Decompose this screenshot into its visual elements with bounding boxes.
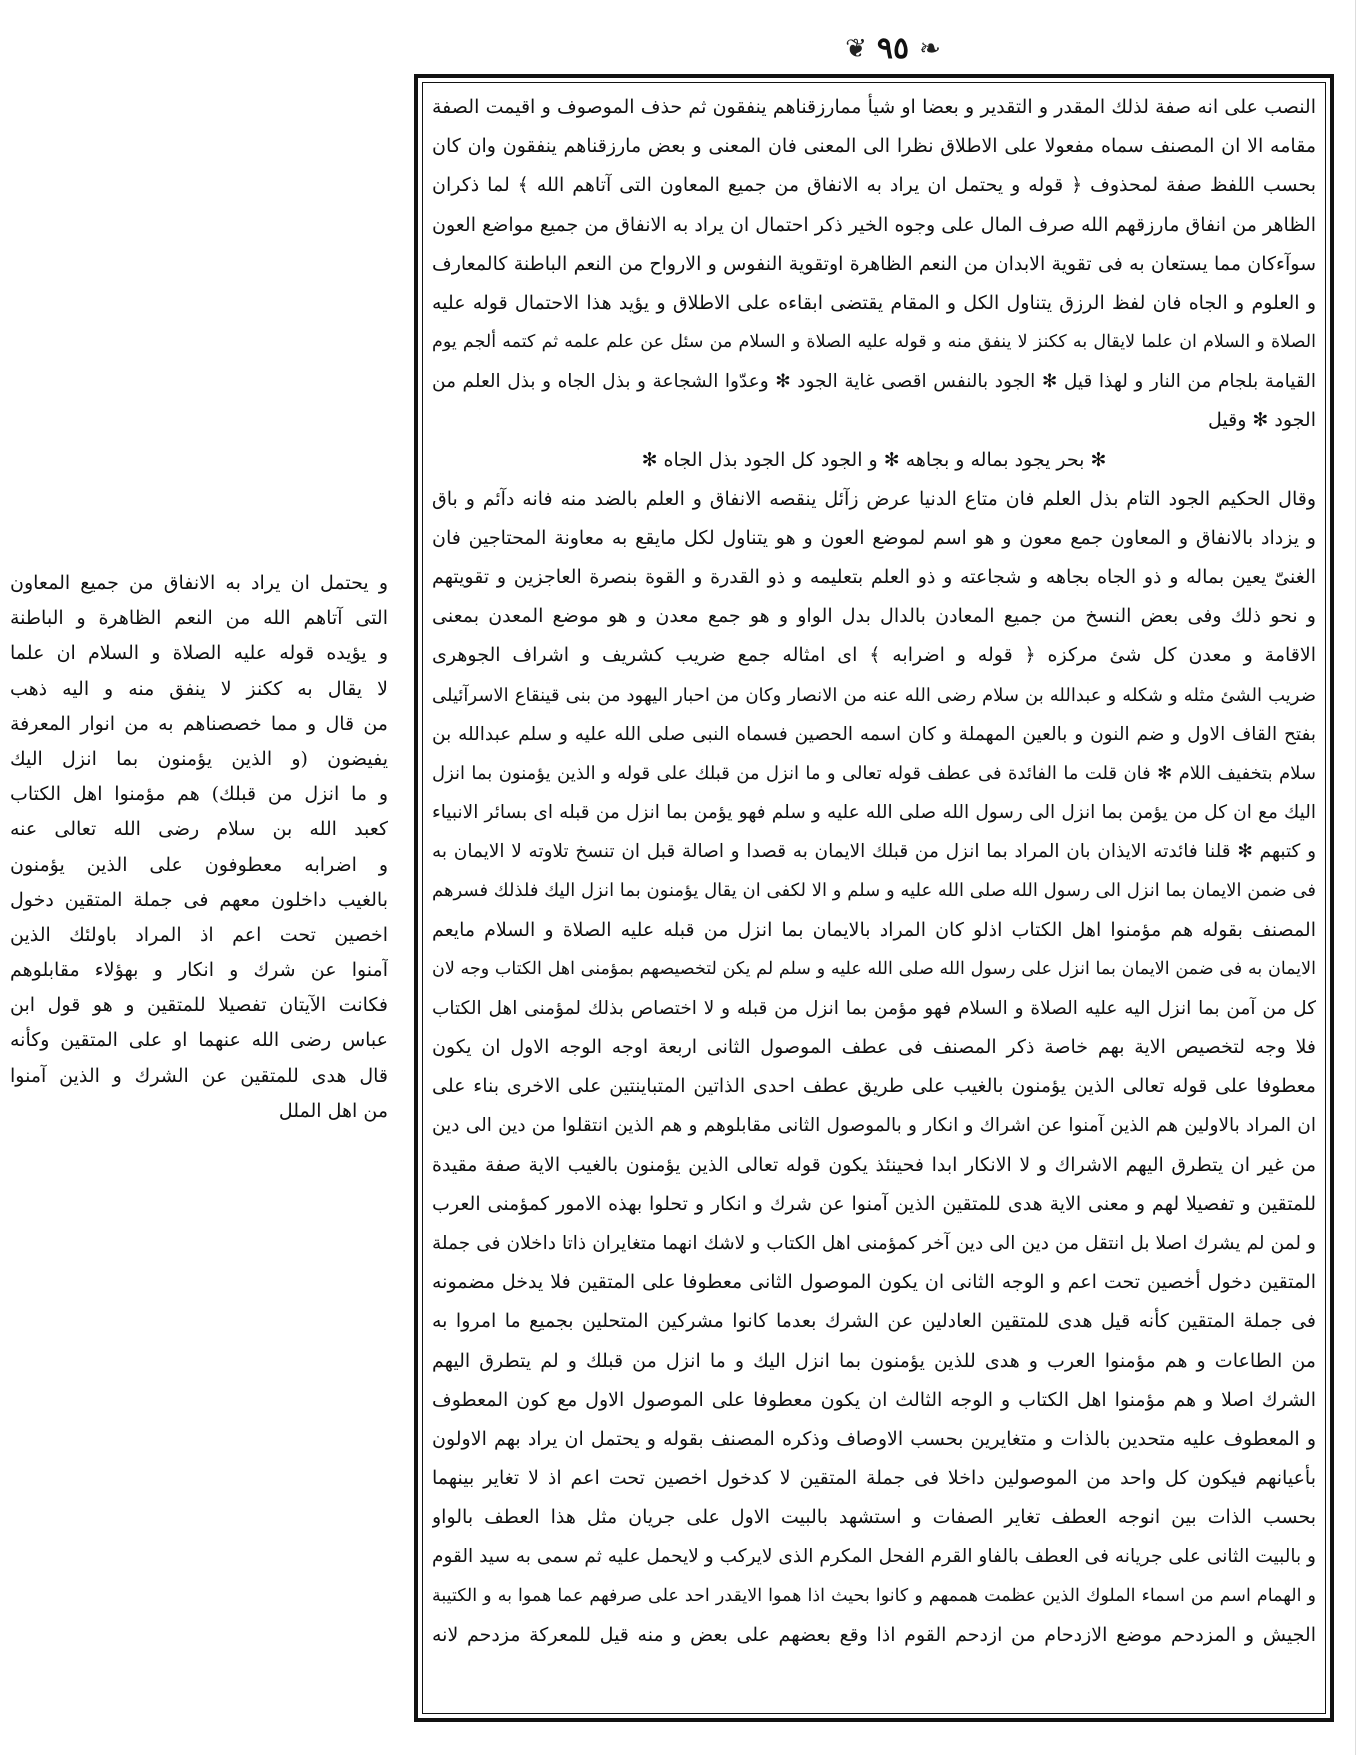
margin-text-line: و يحتمل ان يراد به الانفاق من جميع المعاون — [10, 572, 388, 594]
margin-text-line: بالغيب داخلون معهم فى جملة المتقين دخول — [10, 888, 388, 911]
main-text-line: النصب على انه صفة لذلك المقدر و التقدير و بعضا او شيأ ممارزقناهم ينفقون ثم حذف الموصوف و اقيمت الصفة — [432, 96, 1316, 118]
main-text-line: بحسب الذات بين انوجه العطف تغاير الصفات و استشهد بالبيت الاول على جريان مثل هذا العطف بالواو — [432, 1506, 1316, 1529]
main-text-line: و يزداد بالانفاق و المعاون جمع معون و هو اسم لموضع العون و هو يتناول لكل مايقع به معاونة المحتاجين فان — [432, 526, 1316, 549]
margin-text-line: من اهل الملل — [278, 1099, 388, 1122]
main-text-line: كل من آمن بما انزل اليه عليه الصلاة و السلام فهو مؤمن بما انزل من قبله و لا اختصاص بذلك لمؤمنى اهل الكتاب — [432, 997, 1316, 1019]
main-text-line: ضريب الشئ مثله و شكله و عبدالله بن سلام رضى الله عنه من الانصار وكان من احبار اليهود من بنى قينقاع الاسرآئيلى — [432, 684, 1316, 706]
main-text-line: و بالبيت الثانى على جريانه فى العطف بالفاو القرم الفحل المكرم الذى لايركب و لايحمل عليه ثم سمى به سيد القوم — [432, 1546, 1316, 1568]
main-text-line: الاقامة و معدن كل شئ مركزه ﴿ قوله و اضرابه ﴾ اى امثاله جمع ضريب كشريف و اشراف الجوهرى — [432, 644, 1316, 667]
margin-text-line: يفيضون (و الذين يؤمنون بما انزل اليك — [10, 747, 388, 770]
margin-text-line: و اضرابه معطوفون على الذين يؤمنون — [10, 853, 388, 876]
main-text-line: المصنف بقوله هم مؤمنوا اهل الكتاب اذلو كان المراد بالايمان بما انزل من قبله عليه الصلاة و السلام مايعم — [432, 918, 1316, 941]
main-text-line: مقامه الا ان المصنف سماه مفعولا على الاطلاق نظرا الى المعنى فان المعنى و بعض مارزقناهم ينفقون وان كان — [432, 135, 1316, 158]
main-text-line: فى جملة المتقين كأنه قيل هدى للمتقين العادلين عن الشرك بعدما كانوا مشركين المتحلين بجميع ما امروا به — [432, 1310, 1316, 1333]
main-text-line: القيامة بلجام من النار و لهذا قيل ✻ الجود بالنفس اقصى غاية الجود ✻ وعدّوا الشجاعة و بذل الجاه و بذل العلم من — [432, 371, 1316, 393]
main-text-line: الصلاة و السلام ان علما لايقال به ككنز لا ينفق منه و قوله عليه الصلاة و السلام من سئل عن علم علمه ثم كتمه ألجم يوم — [432, 332, 1316, 353]
main-text-line: بحسب اللفظ صفة لمحذوف ﴿ قوله و يحتمل ان يراد به الانفاق من جميع المعاون التى آتاهم الله ﴾ لما ذكران — [432, 174, 1316, 197]
main-text-line: و الهمام اسم من اسماء الملوك الذين عظمت هممهم و كانوا بحيث اذا هموا الايقدر احد على صرفهم عما هموا به و الكتيبة — [432, 1585, 1316, 1606]
main-text-line: الايمان به فى ضمن الايمان بما انزل على رسول الله صلى الله عليه و سلم لم يكن لتخصيصهم بمؤمنى اهل الكتاب وجه لان — [432, 958, 1316, 979]
marginal-tafsir-text — [10, 566, 388, 1129]
main-text-line: من غير ان يتطرق اليهم الاشراك و لا الانكار ابدا فحينئذ يكون قوله تعالى الذين يؤمنون بالغيب الاية صفة مقيدة — [432, 1153, 1316, 1176]
ornament-left-icon: ❦ — [845, 34, 867, 64]
main-text-line: الظاهر من انفاق مارزقهم الله صرف المال على وجوه الخير ذكر احتمال ان يراد به الانفاق من جميع مواضع العون — [432, 213, 1316, 236]
margin-text-line: لا يقال به ككنز لا ينفق منه و اليه ذهب — [10, 677, 388, 700]
margin-text-line: آمنوا عن شرك و انكار و بهؤلاء مقابلوهم — [10, 959, 388, 982]
main-text-line: سوآءكان مما يستعان به فى تقوية الابدان من النعم الظاهرة اوتقوية النفوس و الارواح من النعم الباطنة كالمعارف — [432, 252, 1316, 275]
main-text-line: اليك مع ان كل من يؤمن بما انزل الى رسول الله صلى الله عليه و سلم فهو يؤمن بما انزل من قبله اى بسائر الانبياء — [432, 802, 1316, 824]
margin-text-line: و يؤيده قوله عليه الصلاة و السلام ان علما — [10, 642, 388, 665]
margin-text-line: كعبد الله بن سلام رضى الله تعالى عنه — [10, 818, 388, 841]
page-number-value: ٩٥ — [876, 31, 910, 66]
main-text-line: و لمن لم يشرك اصلا بل انتقل من دين الى دين آخر كمؤمنى اهل الكتاب و لاشك انهما متغايران ذاتا داخلان فى جملة — [432, 1232, 1316, 1254]
main-text-line: بأعيانهم فيكون كل واحد من الموصولين داخلا فى جملة المتقين لا كدخول اخصين تحت اعم اذ لا تغاير بينهما — [432, 1467, 1316, 1490]
margin-text-line: قال هدى للمتقين عن الشرك و الذين آمنوا — [10, 1064, 388, 1087]
main-commentary-text — [432, 88, 1316, 1655]
main-text-line: و نحو ذلك وفى بعض النسخ من جميع المعادن بالدال بدل الواو و هو جمع معدن و هو موضع المعدن بمعنى — [432, 605, 1316, 628]
main-text-line: الغنىّ يعين بماله و ذو الجاه بجاهه و شجاعته و ذو العلم بتعليمه و ذو القدرة و القوة بنصرة العاجزين و تقويتهم — [432, 566, 1316, 589]
main-text-line: سلام بتخفيف اللام ✻ فان قلت ما الفائدة فى عطف قوله تعالى و ما انزل من قبلك على قوله و الذين يؤمنون بما انزل — [432, 762, 1316, 784]
main-text-frame — [414, 74, 1334, 1722]
margin-text-line: فكانت الآيتان تفصيلا للمتقين و هو قول ابن — [10, 994, 388, 1017]
main-text-line: فى ضمن الايمان بما انزل الى رسول الله صلى الله عليه و سلم و الا لكفى ان يقال يؤمنون بما انزل اليك فلذلك فسرهم — [432, 880, 1316, 902]
main-text-line: و المعطوف عليه متحدين بالذات و متغايرين بحسب الاوصاف وذكره المصنف بقوله و يحتمل ان يراد بهم الاولون — [432, 1427, 1316, 1450]
ornament-right-icon: ❧ — [919, 34, 941, 64]
margin-text-line: عباس رضى الله عنهما او على المتقين وكأنه — [10, 1029, 388, 1052]
page-edge-line — [1355, 0, 1356, 1755]
margin-text-line: و ما انزل من قبلك) هم مؤمنوا اهل الكتاب — [10, 783, 388, 806]
main-text-line: المتقين دخول أخصين تحت اعم و الوجه الثانى ان يكون الموصول الثانى معطوفا على المتقين فلا يدخل مضمونه — [432, 1271, 1316, 1294]
main-text-line: ان المراد بالاولين هم الذين آمنوا عن اشراك و انكار و بالموصول الثانى مقابلوهم و هم الذين انتقلوا من دين الى دين — [432, 1115, 1316, 1137]
margin-text-line: من قال و مما خصصناهم به من انوار المعرفة — [10, 712, 388, 735]
main-text-line: معطوفا على قوله تعالى الذين يؤمنون بالغيب على طريق عطف احدى الذاتين المتباينتين على الاخرى بناء على — [432, 1075, 1316, 1098]
main-text-line: الجيش و المزدحم موضع الازدحام من ازدحم القوم اذا وقع بعضهم على بعض و منه قيل للمعركة مزدحم لانه — [432, 1623, 1316, 1646]
main-text-line: فلا وجه لتخصيص الاية بهم خاصة ذكر المصنف فى عطف الموصول الثانى اربعة اوجه الوجه الاول ان يكون — [432, 1036, 1316, 1059]
main-text-line: بفتح القاف الاول و ضم النون و بالعين المهملة و كان اسمه الحصين فسماه النبى صلى الله عليه و سلم عبدالله بن — [432, 723, 1316, 745]
main-text-line: ✻ بحر يجود بماله و بجاهه ✻ و الجود كل الجود بذل الجاه ✻ — [641, 448, 1107, 471]
margin-text-line: التى آتاهم الله من النعم الظاهرة و الباطنة — [10, 607, 388, 630]
main-text-line: و العلوم و الجاه فان لفظ الرزق يتناول الكل و المقام يقتضى ابقاءه على الاطلاق و يؤيد هذا الاحتمال قوله عليه — [432, 291, 1316, 314]
main-text-line: وقال الحكيم الجود التام بذل العلم فان متاع الدنيا عرض زآئل ينقصه الانفاق و العلم بالضد منه فانه دآئم و باق — [432, 487, 1316, 510]
main-text-line: الجود ✻ وقيل — [1208, 409, 1316, 432]
page-number — [818, 26, 968, 72]
main-text-line: الشرك اصلا و هم مؤمنوا اهل الكتاب و الوجه الثالث ان يكون معطوفا على الموصول الاول مع كون المعطوف — [432, 1388, 1316, 1411]
main-text-line: و كتبهم ✻ قلنا فائدته الايذان بان المراد بما انزل من قبلك الايمان به قصدا و اصالة قبل ان تنسخ تلاوته لا الايمان به — [432, 841, 1316, 863]
margin-text-line: اخصين تحت اعم اذ المراد باولئك الذين — [10, 923, 388, 946]
main-text-line: من الطاعات و هم مؤمنوا العرب و هدى للذين يؤمنون بما انزل اليك و ما انزل من قبلك و لم يتطرق اليهم — [432, 1349, 1316, 1372]
main-text-line: للمتقين و تفصيلا لهم و معنى الاية هدى للمتقين الذين آمنوا عن شرك و انكار و تحلوا بهذه الامور كمؤمنى العرب — [432, 1192, 1316, 1215]
